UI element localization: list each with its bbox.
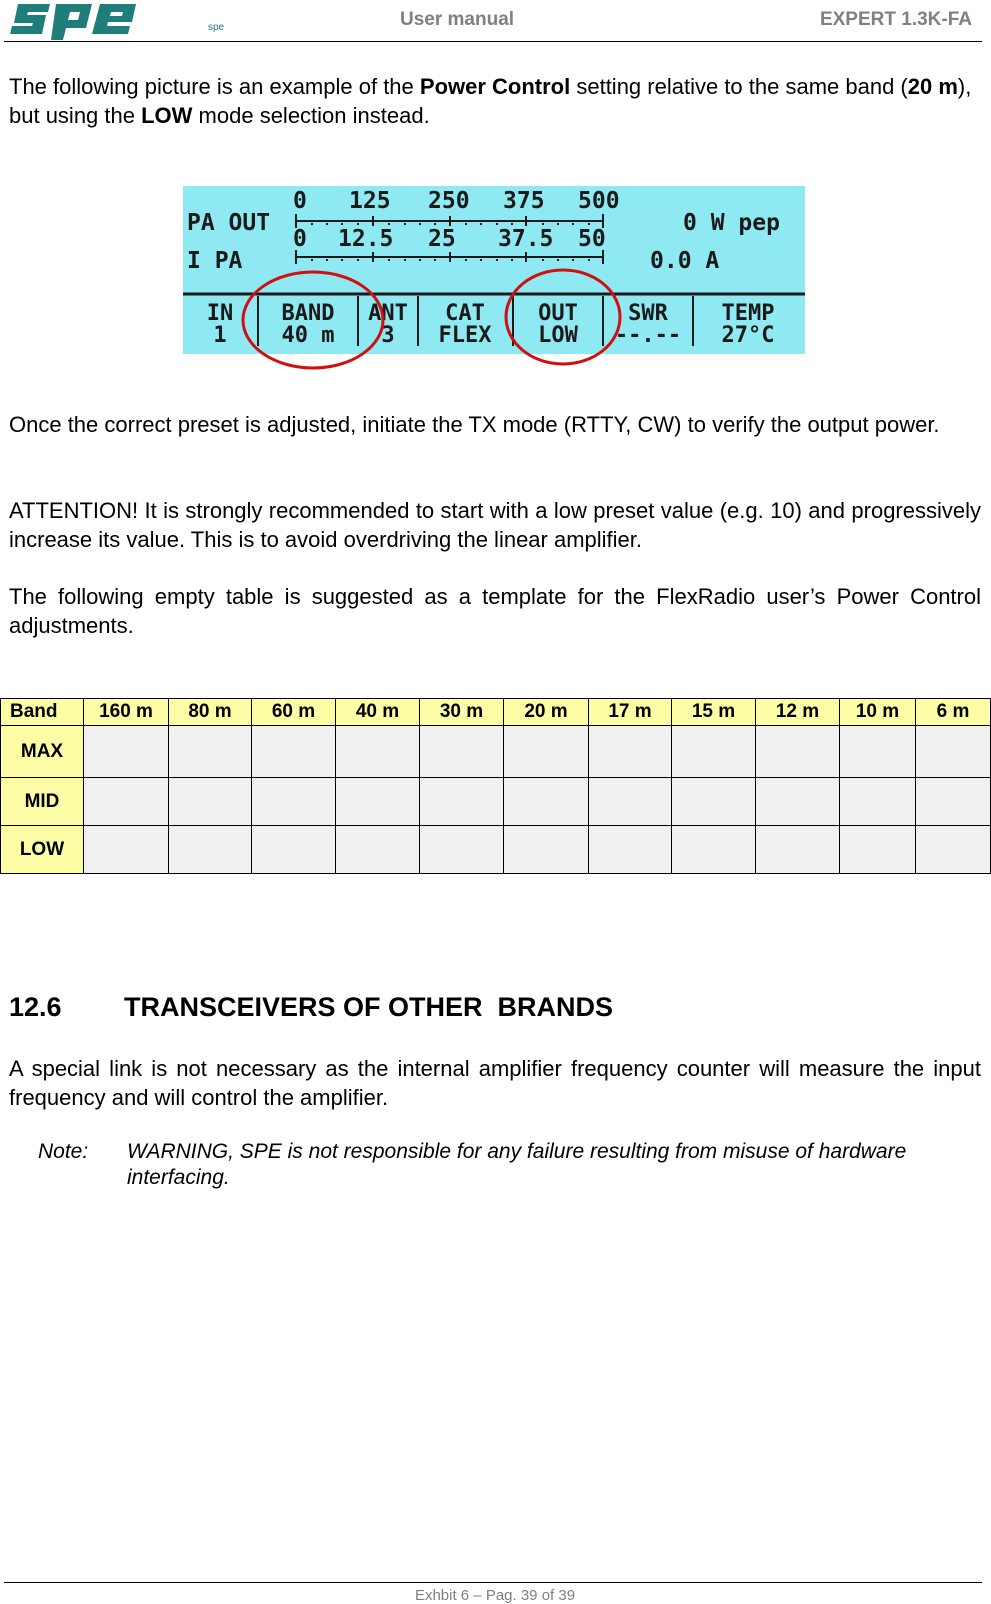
cat-value: FLEX	[438, 323, 492, 348]
table-cell	[84, 726, 169, 778]
header-cell: 12 m	[756, 699, 840, 726]
header-cell: 17 m	[589, 699, 672, 726]
section-title: TRANSCEIVERS OF OTHER BRANDS	[124, 992, 614, 1022]
ant-value: 3	[381, 323, 395, 348]
footer-divider	[4, 1582, 982, 1583]
band-value: 40 m	[281, 323, 335, 348]
pa-out-value: 0 W pep	[683, 210, 780, 236]
low-term: LOW	[141, 103, 193, 128]
ant-label: ANT	[368, 301, 408, 326]
cat-label: CAT	[445, 301, 485, 326]
table-cell	[252, 778, 336, 826]
section-number: 12.6	[9, 992, 62, 1022]
table-cell	[756, 726, 840, 778]
header-cell: 15 m	[672, 699, 756, 726]
power-control-term: Power Control	[419, 74, 571, 99]
table-cell	[420, 726, 504, 778]
header-divider	[4, 41, 982, 42]
table-cell	[336, 726, 420, 778]
table-cell	[672, 726, 756, 778]
table-cell	[252, 826, 336, 874]
table-cell	[504, 778, 589, 826]
table-cell	[916, 778, 991, 826]
table-cell	[840, 726, 916, 778]
current-scale-4: 50	[578, 226, 606, 252]
current-scale-0: 0	[293, 226, 307, 252]
temp-value: 27°C	[721, 323, 775, 348]
current-scale-1: 12.5	[338, 226, 394, 252]
header-cell: 30 m	[420, 699, 504, 726]
model-name: EXPERT 1.3K-FA	[819, 9, 972, 30]
note-label: Note:	[38, 1140, 89, 1163]
temp-label: TEMP	[721, 301, 775, 326]
page-number: Exhbit 6 – Pag. 39 of 39	[414, 1587, 576, 1604]
table-cell	[756, 778, 840, 826]
table-row	[1, 826, 991, 874]
section-body: A special link is not necessary as the internal amplifier frequency counter will measure the input frequency and will control the amplifier.	[9, 1056, 981, 1110]
attention-paragraph: ATTENTION! It is strongly recommended to start with a low preset value (e.g. 10) and progressively increase its value. This is to avoid overdriving the linear amplifier.	[9, 498, 981, 552]
swr-label: SWR	[628, 301, 668, 326]
page-header	[0, 0, 990, 44]
header-cell: 160 m	[84, 699, 169, 726]
swr-value: --.--	[614, 323, 682, 348]
row-label-max: MAX	[1, 726, 84, 778]
i-pa-label: I PA	[187, 248, 243, 274]
table-cell	[916, 826, 991, 874]
row-label-mid: MID	[1, 778, 84, 826]
header-cell: 40 m	[336, 699, 420, 726]
out-scale-0: 0	[293, 188, 307, 214]
logo-text: spe	[208, 22, 225, 33]
table-cell	[169, 826, 252, 874]
i-pa-value: 0.0 A	[650, 248, 720, 274]
table-cell	[84, 826, 169, 874]
intro-paragraph: The following picture is an example of the Power Control setting relative to the same band (20 m), but using the LOW mode selection instead.	[9, 74, 972, 128]
out-scale-3: 375	[503, 188, 545, 214]
current-scale-2: 25	[428, 226, 456, 252]
header-cell: 6 m	[916, 699, 991, 726]
table-cell	[336, 778, 420, 826]
table-cell	[589, 826, 672, 874]
current-bar-scale	[296, 250, 603, 264]
table-cell	[169, 726, 252, 778]
table-header-row	[1, 699, 991, 726]
header-cell: 10 m	[840, 699, 916, 726]
table-cell	[420, 778, 504, 826]
table-cell	[252, 726, 336, 778]
table-cell	[840, 778, 916, 826]
in-value: 1	[213, 323, 227, 348]
table-cell	[589, 778, 672, 826]
table-cell	[672, 778, 756, 826]
current-scale-3: 37.5	[498, 226, 554, 252]
document-title: User manual	[400, 9, 515, 30]
lcd-display-figure	[183, 186, 805, 354]
pa-out-label: PA OUT	[187, 210, 271, 236]
table-cell	[84, 778, 169, 826]
table-row	[1, 778, 991, 826]
header-cell: Band	[1, 699, 84, 726]
row-label-low: LOW	[1, 826, 84, 874]
header-cell: 20 m	[504, 699, 589, 726]
template-paragraph: The following empty table is suggested as a template for the FlexRadio user’s Power Control adjustments.	[9, 584, 981, 638]
out-scale-1: 125	[349, 188, 391, 214]
in-label: IN	[206, 301, 234, 326]
note-text: WARNING, SPE is not responsible for any failure resulting from misuse of hardware interfacing.	[127, 1140, 907, 1189]
spe-logo	[8, 0, 225, 40]
table-cell	[420, 826, 504, 874]
table-cell	[756, 826, 840, 874]
out-scale-4: 500	[578, 188, 620, 214]
table-cell	[169, 778, 252, 826]
out-label: OUT	[538, 301, 578, 326]
section-heading	[9, 992, 613, 1023]
band-label: BAND	[281, 301, 335, 326]
header-cell: 60 m	[252, 699, 336, 726]
table-cell	[336, 826, 420, 874]
band-term: 20 m	[907, 74, 958, 99]
verify-output-paragraph: Once the correct preset is adjusted, initiate the TX mode (RTTY, CW) to verify the output power.	[9, 412, 940, 437]
table-cell	[589, 726, 672, 778]
out-scale-2: 250	[428, 188, 470, 214]
out-value: LOW	[538, 323, 578, 348]
table-cell	[504, 726, 589, 778]
table-cell	[504, 826, 589, 874]
header-cell: 80 m	[169, 699, 252, 726]
table-cell	[672, 826, 756, 874]
table-row	[1, 726, 991, 778]
table-cell	[916, 726, 991, 778]
table-cell	[840, 826, 916, 874]
power-control-table	[0, 698, 991, 874]
